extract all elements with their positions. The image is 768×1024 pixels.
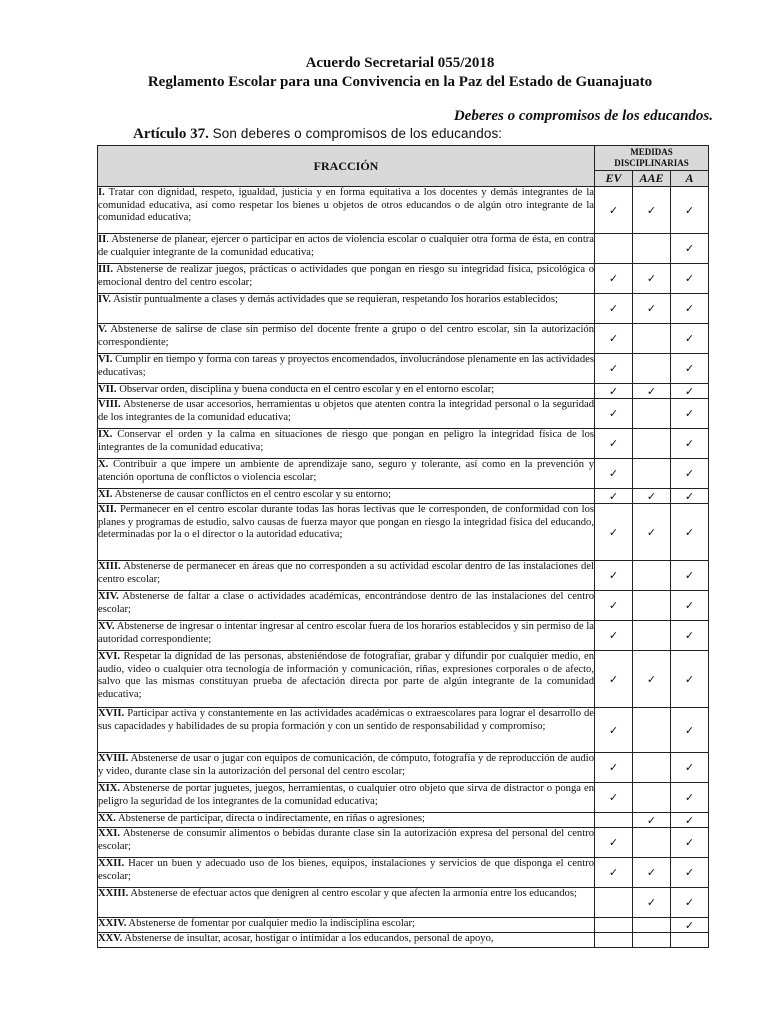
fraccion-cell (98, 753, 595, 783)
check-cell-aae (633, 324, 671, 354)
table-row (98, 354, 709, 384)
table-row (98, 459, 709, 489)
check-cell-aae (633, 459, 671, 489)
fraccion-text: Abstenerse de ingresar o intentar ingresar al centro escolar fuera de los horarios establecidos y sin permiso de la autoridad correspondiente; (98, 621, 594, 645)
check-cell-aae (633, 753, 671, 783)
check-mark-icon: ✓ (684, 362, 695, 375)
table-row (98, 651, 709, 708)
table-row (98, 858, 709, 888)
fraccion-number: XIII. (98, 561, 121, 572)
fraccion-number: XIV. (98, 591, 119, 602)
check-mark-icon: ✓ (646, 489, 657, 503)
check-mark-icon: ✓ (646, 203, 657, 217)
fraccion-cell (98, 651, 595, 708)
fraccion-text: Permanecer en el centro escolar durante todas las horas lectivas que le corresponden, de conformidad con los planes y programas de estudio, salvo causas de fuerza mayor que pongan en riesgo la integridad física del educando, determinadas por la o el director o la autoridad educativa; (98, 504, 594, 541)
table-row (98, 918, 709, 933)
check-mark-icon: ✓ (608, 302, 619, 315)
check-mark-icon: ✓ (684, 467, 695, 480)
header-fraccion: FRACCIÓN (98, 146, 595, 187)
fraccion-cell (98, 264, 595, 294)
check-cell-ev (595, 384, 633, 399)
fraccion-cell (98, 591, 595, 621)
article-text: Son deberes o compromisos de los educandos: (208, 126, 503, 141)
table-row (98, 933, 709, 948)
fraccion-text: Abstenerse de fomentar por cualquier medio la indisciplina escolar; (126, 918, 415, 929)
header-a: A (671, 171, 709, 187)
fraccion-cell (98, 354, 595, 384)
check-cell-aae (633, 918, 671, 933)
fraccion-cell (98, 708, 595, 753)
fraccion-text: Abstenerse de participar, directa o indirectamente, en riñas o agresiones; (115, 813, 425, 824)
check-mark-icon: ✓ (646, 525, 657, 539)
fraccion-text: Hacer un buen y adecuado uso de los bienes, equipos, instalaciones y servicios de que disponga el centro escolar; (98, 858, 594, 882)
check-cell-aae (633, 264, 671, 294)
fraccion-number: II (98, 234, 107, 245)
check-mark-icon: ✓ (684, 384, 695, 398)
fraccion-cell (98, 234, 595, 264)
check-cell-ev (595, 621, 633, 651)
fraccion-cell (98, 783, 595, 813)
table-row (98, 429, 709, 459)
fraccion-cell (98, 918, 595, 933)
check-cell-ev (595, 399, 633, 429)
check-cell-a (671, 858, 709, 888)
check-cell-aae (633, 828, 671, 858)
check-cell-a (671, 399, 709, 429)
table-row (98, 813, 709, 828)
table-row (98, 489, 709, 504)
check-mark-icon: ✓ (684, 866, 695, 879)
check-cell-aae (633, 489, 671, 504)
table-row (98, 753, 709, 783)
fraccion-number: I. (98, 187, 105, 198)
table-body (98, 187, 709, 948)
header-medidas: MEDIDAS DISCIPLINARIAS (595, 146, 709, 171)
check-mark-icon: ✓ (608, 332, 619, 345)
check-cell-a (671, 354, 709, 384)
document-title: Acuerdo Secretarial 055/2018 (305, 55, 495, 71)
check-cell-ev (595, 918, 633, 933)
fraccion-text: Conservar el orden y la calma en situaciones de riesgo que pongan en peligro la integridad física de los integrantes de la comunidad educativa; (98, 429, 594, 453)
fraccion-number: III. (98, 264, 114, 275)
fraccion-text: Cumplir en tiempo y forma con tareas y proyectos encomendados, involucrándose plenamente en las actividades educativas; (98, 354, 594, 378)
fraccion-cell (98, 489, 595, 504)
check-mark-icon: ✓ (684, 599, 695, 612)
check-cell-a (671, 384, 709, 399)
check-cell-ev (595, 828, 633, 858)
check-cell-aae (633, 708, 671, 753)
fraccion-cell (98, 858, 595, 888)
fraccion-cell (98, 933, 595, 948)
check-mark-icon: ✓ (684, 918, 695, 932)
check-mark-icon: ✓ (684, 242, 695, 255)
check-mark-icon: ✓ (684, 332, 695, 345)
check-mark-icon: ✓ (646, 866, 657, 879)
table-row (98, 783, 709, 813)
check-cell-ev (595, 753, 633, 783)
fraccion-text: Contribuir a que impere un ambiente de aprendizaje sano, seguro y tolerante, así como en la prevención y atención oportuna de conflictos o violencia escolar; (98, 459, 594, 483)
check-cell-a (671, 294, 709, 324)
check-cell-ev (595, 459, 633, 489)
check-mark-icon: ✓ (608, 437, 619, 450)
fraccion-cell (98, 187, 595, 234)
check-mark-icon: ✓ (608, 791, 619, 804)
fraccion-number: V. (98, 324, 107, 335)
check-cell-a (671, 429, 709, 459)
check-cell-ev (595, 324, 633, 354)
check-mark-icon: ✓ (684, 489, 695, 503)
fraccion-text: Abstenerse de efectuar actos que denigren al centro escolar y que afecten la armonía entre los educandos; (128, 888, 577, 899)
header-ev: EV (595, 171, 633, 187)
check-cell-aae (633, 651, 671, 708)
check-cell-ev (595, 264, 633, 294)
check-cell-a (671, 708, 709, 753)
check-cell-aae (633, 858, 671, 888)
table-row (98, 399, 709, 429)
check-cell-a (671, 324, 709, 354)
fraccion-number: XI. (98, 489, 113, 500)
fraccion-text: Abstenerse de usar accesorios, herramientas u objetos que atenten contra la integridad personal o la seguridad de los integrantes de la comunidad educativa; (98, 399, 594, 423)
check-mark-icon: ✓ (646, 896, 657, 909)
fraccion-number: XVI. (98, 651, 121, 662)
check-cell-ev (595, 651, 633, 708)
check-cell-ev (595, 489, 633, 504)
fraccion-text: Abstenerse de realizar juegos, prácticas o actividades que pongan en riesgo su integridad física, psicológica o emocional dentro del centro escolar; (98, 264, 594, 288)
check-cell-aae (633, 621, 671, 651)
fraccion-number: XV. (98, 621, 115, 632)
fraccion-cell (98, 621, 595, 651)
table-row (98, 888, 709, 918)
check-cell-aae (633, 504, 671, 561)
check-mark-icon: ✓ (608, 723, 619, 737)
table-row (98, 591, 709, 621)
check-mark-icon: ✓ (608, 362, 619, 375)
check-cell-aae (633, 561, 671, 591)
check-mark-icon: ✓ (608, 272, 619, 285)
check-cell-ev (595, 504, 633, 561)
check-cell-a (671, 783, 709, 813)
fraccion-text: Abstenerse de salirse de clase sin permiso del docente frente a grupo o del centro escolar, sin la autorización correspondiente; (98, 324, 594, 348)
check-mark-icon: ✓ (684, 723, 695, 737)
fraccion-number: IV. (98, 294, 112, 305)
fraccion-number: XII. (98, 504, 117, 515)
check-mark-icon: ✓ (608, 836, 619, 849)
fraccion-cell (98, 828, 595, 858)
check-cell-aae (633, 888, 671, 918)
check-mark-icon: ✓ (608, 599, 619, 612)
check-cell-ev (595, 933, 633, 948)
check-cell-ev (595, 187, 633, 234)
table-row (98, 187, 709, 234)
table-row (98, 621, 709, 651)
check-cell-aae (633, 399, 671, 429)
fraccion-number: VII. (98, 384, 117, 395)
table-row (98, 384, 709, 399)
check-cell-a (671, 933, 709, 948)
check-mark-icon: ✓ (684, 813, 695, 827)
check-mark-icon: ✓ (646, 813, 657, 827)
check-cell-aae (633, 783, 671, 813)
check-mark-icon: ✓ (684, 203, 695, 217)
fraccion-cell (98, 888, 595, 918)
check-mark-icon: ✓ (646, 672, 657, 686)
fraccion-cell (98, 324, 595, 354)
fraccion-text: . Abstenerse de planear, ejercer o participar en actos de violencia escolar o cualquier otra forma de ésta, en contra de cualquier integrante de la comunidad educativa; (98, 234, 594, 258)
check-mark-icon: ✓ (608, 467, 619, 480)
check-cell-a (671, 828, 709, 858)
check-cell-ev (595, 708, 633, 753)
check-mark-icon: ✓ (684, 672, 695, 686)
check-cell-a (671, 753, 709, 783)
table-row (98, 294, 709, 324)
check-mark-icon: ✓ (646, 302, 657, 315)
check-mark-icon: ✓ (608, 866, 619, 879)
check-mark-icon: ✓ (684, 836, 695, 849)
check-cell-ev (595, 591, 633, 621)
check-cell-aae (633, 813, 671, 828)
check-cell-ev (595, 888, 633, 918)
check-mark-icon: ✓ (608, 384, 619, 398)
check-mark-icon: ✓ (684, 761, 695, 774)
fraccion-text: Respetar la dignidad de las personas, absteniéndose de fotografiar, grabar y difundir por cualquier medio, en audio, video o cualquier otra tecnología de información y comunicación, riñas, expresiones corporales o de afecto, salvo que las mismas constituyan prueba de afectación directa por parte de algún integrante de la comunidad educativa; (98, 651, 594, 700)
fraccion-text: Tratar con dignidad, respeto, igualdad, justicia y en forma equitativa a los docentes y demás integrantes de la comunidad educativa, así como respetar los bienes u objetos de otros educandos o de algún otro integrante de la comunidad educativa; (98, 187, 594, 224)
article-label: Artículo 37. (133, 126, 209, 142)
fraccion-cell (98, 429, 595, 459)
fraccion-number: XXI. (98, 828, 121, 839)
table-row (98, 504, 709, 561)
check-mark-icon: ✓ (646, 384, 657, 398)
check-mark-icon: ✓ (684, 525, 695, 539)
fraccion-text: Abstenerse de faltar a clase o actividades académicas, encontrándose dentro de las instalaciones del centro escolar; (98, 591, 594, 615)
check-cell-a (671, 187, 709, 234)
fraccion-text: Observar orden, disciplina y buena conducta en el centro escolar y en el entorno escolar; (116, 384, 495, 395)
check-mark-icon: ✓ (608, 203, 619, 217)
check-cell-aae (633, 591, 671, 621)
check-mark-icon: ✓ (684, 302, 695, 315)
fraccion-number: XX. (98, 813, 116, 824)
check-cell-a (671, 459, 709, 489)
fraccion-text: Asistir puntualmente a clases y demás actividades que se requieran, respetando los horarios establecidos; (111, 294, 558, 305)
fraccion-number: IX. (98, 429, 113, 440)
check-cell-a (671, 888, 709, 918)
check-cell-ev (595, 858, 633, 888)
check-mark-icon: ✓ (684, 896, 695, 909)
fraccion-number: VIII. (98, 399, 121, 410)
table-row (98, 561, 709, 591)
check-mark-icon: ✓ (608, 489, 619, 503)
check-cell-ev (595, 561, 633, 591)
fraccion-number: XXII. (98, 858, 125, 869)
duties-table (97, 145, 709, 948)
check-cell-a (671, 234, 709, 264)
check-cell-aae (633, 187, 671, 234)
check-cell-ev (595, 429, 633, 459)
fraccion-text: Abstenerse de causar conflictos en el centro escolar y su entorno; (112, 489, 391, 500)
check-mark-icon: ✓ (608, 761, 619, 774)
fraccion-cell (98, 459, 595, 489)
check-mark-icon: ✓ (684, 569, 695, 582)
fraccion-number: XXIII. (98, 888, 129, 899)
table-row (98, 234, 709, 264)
fraccion-text: Abstenerse de usar o jugar con equipos de comunicación, de cómputo, fotografía y de reproducción de audio y video, durante clase sin la autorización del personal del centro escolar; (98, 753, 594, 777)
check-mark-icon: ✓ (684, 629, 695, 642)
fraccion-text: Abstenerse de permanecer en áreas que no corresponden a su actividad escolar dentro de las instalaciones del centro escolar; (98, 561, 594, 585)
fraccion-number: XVII. (98, 708, 125, 719)
fraccion-number: XIX. (98, 783, 121, 794)
check-cell-a (671, 621, 709, 651)
section-heading: Deberes o compromisos de los educandos. (453, 108, 713, 124)
check-cell-ev (595, 234, 633, 264)
check-cell-a (671, 918, 709, 933)
check-mark-icon: ✓ (646, 272, 657, 285)
fraccion-cell (98, 399, 595, 429)
check-cell-a (671, 561, 709, 591)
check-cell-aae (633, 294, 671, 324)
check-mark-icon: ✓ (684, 437, 695, 450)
table-row (98, 264, 709, 294)
fraccion-number: XVIII. (98, 753, 129, 764)
check-cell-aae (633, 933, 671, 948)
check-mark-icon: ✓ (608, 407, 619, 420)
check-mark-icon: ✓ (608, 672, 619, 686)
check-cell-ev (595, 354, 633, 384)
check-mark-icon: ✓ (684, 407, 695, 420)
table-row (98, 708, 709, 753)
fraccion-cell (98, 504, 595, 561)
check-cell-a (671, 489, 709, 504)
check-cell-aae (633, 354, 671, 384)
check-cell-ev (595, 294, 633, 324)
table-row (98, 324, 709, 354)
check-mark-icon: ✓ (608, 629, 619, 642)
fraccion-cell (98, 561, 595, 591)
fraccion-text: Abstenerse de portar juguetes, juegos, herramientas, o cualquier otro objeto que sirva de distractor o ponga en peligro la seguridad de los integrantes de la comunidad educativa; (98, 783, 594, 807)
check-mark-icon: ✓ (684, 791, 695, 804)
check-cell-a (671, 651, 709, 708)
check-cell-aae (633, 384, 671, 399)
check-cell-a (671, 264, 709, 294)
check-cell-a (671, 813, 709, 828)
header-aae: AAE (633, 171, 671, 187)
fraccion-text: Abstenerse de consumir alimentos o bebidas durante clase sin la autorización expresa del personal del centro escolar; (98, 828, 594, 852)
table-row (98, 828, 709, 858)
fraccion-number: X. (98, 459, 109, 470)
check-cell-a (671, 591, 709, 621)
fraccion-cell (98, 813, 595, 828)
check-mark-icon: ✓ (608, 569, 619, 582)
check-cell-ev (595, 813, 633, 828)
fraccion-number: XXV. (98, 933, 123, 944)
check-cell-a (671, 504, 709, 561)
fraccion-text: Abstenerse de insultar, acosar, hostigar o intimidar a los educandos, personal de apoyo, (122, 933, 494, 944)
check-cell-aae (633, 234, 671, 264)
fraccion-number: XXIV. (98, 918, 127, 929)
article-intro (133, 126, 502, 143)
check-mark-icon: ✓ (608, 525, 619, 539)
document-subtitle: Reglamento Escolar para una Convivencia en la Paz del Estado de Guanajuato (147, 74, 653, 90)
fraccion-number: VI. (98, 354, 113, 365)
check-cell-ev (595, 783, 633, 813)
check-mark-icon: ✓ (684, 272, 695, 285)
fraccion-text: Participar activa y constantemente en las actividades académicas o extraescolares para lograr el desarrollo de sus capacidades y habilidades de su propia formación y con un sentido de responsabilidad y compromiso; (98, 708, 594, 732)
fraccion-cell (98, 384, 595, 399)
fraccion-cell (98, 294, 595, 324)
check-cell-aae (633, 429, 671, 459)
